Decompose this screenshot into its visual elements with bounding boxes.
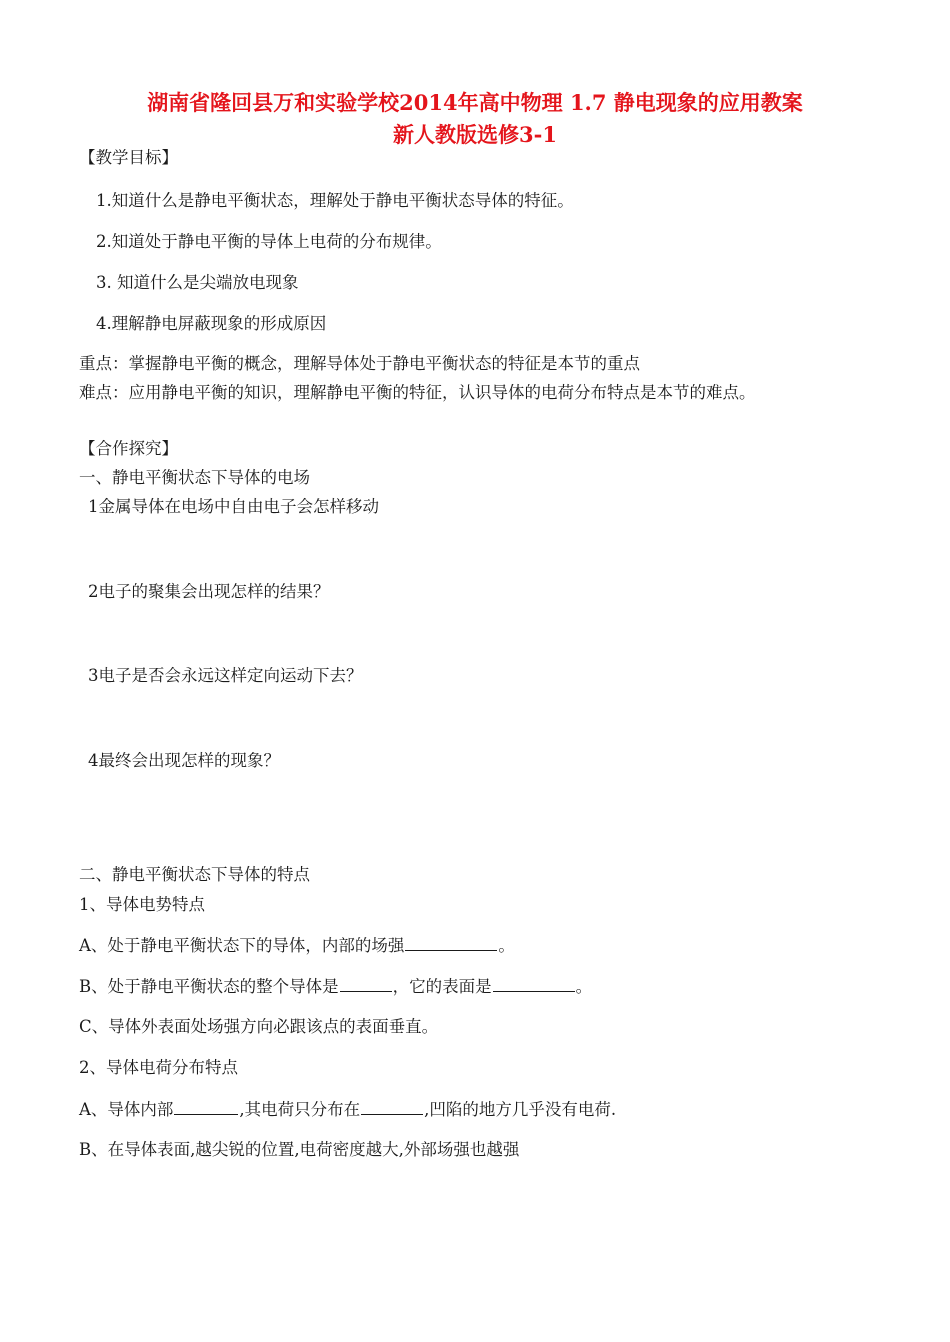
sub1-item-b-text: B、处于静电平衡状态的整个导体是 bbox=[79, 977, 339, 996]
difficulty-point: 难点：应用静电平衡的知识，理解静电平衡的特征，认识导体的电荷分布特点是本节的难点。 bbox=[79, 383, 756, 402]
sub1-item-b bbox=[79, 975, 592, 998]
answer-blank[interactable] bbox=[174, 1098, 238, 1115]
objectives-heading: 【教学目标】 bbox=[79, 148, 178, 167]
answer-blank[interactable] bbox=[361, 1098, 423, 1115]
document-title-line2: 新人教版选修3-1 bbox=[393, 122, 557, 147]
sub2-item-b: B、在导体表面,越尖锐的位置,电荷密度越大,外部场强也越强 bbox=[79, 1140, 520, 1159]
sub2-item-a-text: A、导体内部 bbox=[79, 1100, 174, 1119]
objective-item: 3. 知道什么是尖端放电现象 bbox=[96, 273, 299, 292]
objective-item: 2.知道处于静电平衡的导体上电荷的分布规律。 bbox=[96, 232, 442, 251]
question-item: 1金属导体在电场中自由电子会怎样移动 bbox=[88, 497, 379, 516]
objective-item: 1.知道什么是静电平衡状态，理解处于静电平衡状态导体的特征。 bbox=[96, 191, 574, 210]
sub1-item-a-text: A、处于静电平衡状态下的导体，内部的场强 bbox=[79, 936, 405, 955]
sub2-title: 2、导体电荷分布特点 bbox=[79, 1058, 238, 1077]
question-item: 4最终会出现怎样的现象？ bbox=[88, 751, 280, 770]
sub2-item-a bbox=[79, 1098, 616, 1121]
sub1-item-c: C、导体外表面处场强方向必跟该点的表面垂直。 bbox=[79, 1017, 439, 1036]
section1-title: 一、静电平衡状态下导体的电场 bbox=[79, 468, 310, 487]
document-title-line1: 湖南省隆回县万和实验学校2014年高中物理 1.7 静电现象的应用教案 bbox=[147, 90, 803, 115]
sub2-item-a-mid: ,其电荷只分布在 bbox=[239, 1100, 361, 1119]
key-point: 重点：掌握静电平衡的概念，理解导体处于静电平衡状态的特征是本节的重点 bbox=[79, 354, 640, 373]
answer-blank[interactable] bbox=[405, 934, 497, 951]
sub1-item-a bbox=[79, 934, 515, 957]
section2-title: 二、静电平衡状态下导体的特点 bbox=[79, 865, 310, 884]
sub1-item-b-mid: ，它的表面是 bbox=[392, 977, 492, 996]
answer-blank[interactable] bbox=[340, 975, 392, 992]
inquiry-heading: 【合作探究】 bbox=[79, 439, 178, 458]
question-item: 2电子的聚集会出现怎样的结果？ bbox=[88, 582, 330, 601]
sub1-item-a-end: 。 bbox=[498, 936, 515, 955]
sub2-item-a-end: ,凹陷的地方几乎没有电荷. bbox=[424, 1100, 617, 1119]
question-item: 3电子是否会永远这样定向运动下去？ bbox=[88, 666, 363, 685]
sub1-item-b-end: 。 bbox=[575, 977, 593, 996]
sub1-title: 1、导体电势特点 bbox=[79, 895, 205, 914]
objective-item: 4.理解静电屏蔽现象的形成原因 bbox=[96, 314, 327, 333]
answer-blank[interactable] bbox=[493, 975, 575, 992]
